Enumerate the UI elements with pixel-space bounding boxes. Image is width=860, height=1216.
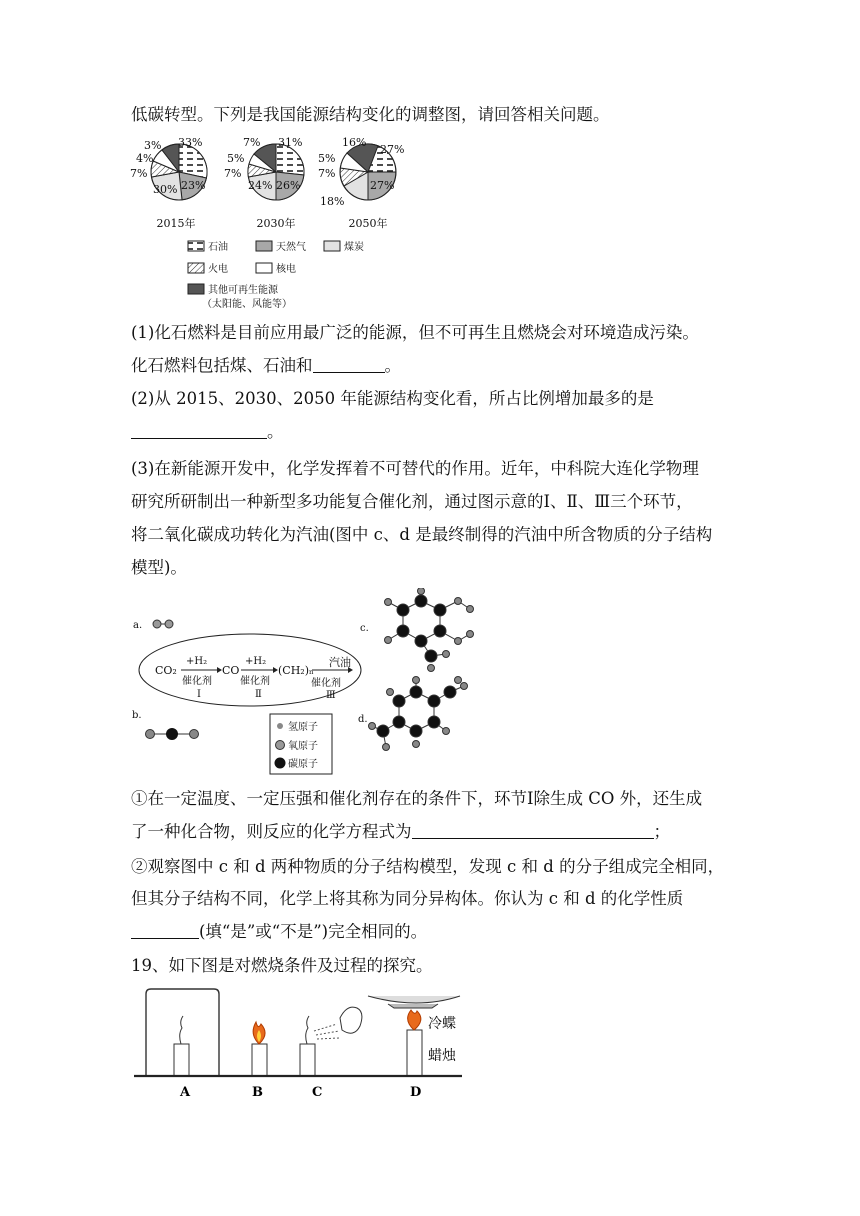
step-label: Ⅰ xyxy=(197,689,201,700)
pie-label: 23% xyxy=(181,179,206,192)
candle-figure xyxy=(132,986,462,1106)
label-d: d. xyxy=(358,714,368,725)
s1-line1: ①在一定温度、一定压强和催化剂存在的条件下，环节Ⅰ除生成 CO 外，还生成 xyxy=(131,789,703,808)
label-a: a. xyxy=(133,620,143,631)
candle-b xyxy=(252,1022,267,1076)
legend-gas: 天然气 xyxy=(276,242,306,253)
pie-label: 33% xyxy=(178,136,203,149)
pie-2050 xyxy=(318,136,404,230)
cold-plate-label: 冷蝶 xyxy=(428,1016,456,1032)
pie-label: 3% xyxy=(144,139,162,152)
h2-label: +H₂ xyxy=(245,656,267,667)
s1-text: 了一种化合物，则反应的化学方程式为 xyxy=(131,822,412,841)
candle-c xyxy=(300,1007,362,1076)
pie-label: 31% xyxy=(278,136,303,149)
molecule-a xyxy=(153,620,173,628)
q1-line2 xyxy=(131,355,401,377)
step-label: Ⅱ xyxy=(255,689,262,700)
legend-oil: 石油 xyxy=(208,242,228,253)
catalyst-figure xyxy=(128,588,478,780)
s2-line2: 但其分子结构不同，化学上将其称为同分异构体。你认为 c 和 d 的化学性质 xyxy=(131,889,684,908)
pie-label: 5% xyxy=(318,152,336,165)
step-label: Ⅲ xyxy=(326,690,336,701)
q2-line1: (2)从 2015、2030、2050 年能源结构变化看，所占比例增加最多的是 xyxy=(131,389,654,408)
pie-label: 5% xyxy=(227,152,245,165)
legend-oxygen: 氧原子 xyxy=(288,741,318,752)
s1-end: ； xyxy=(653,822,670,841)
intro-text: 低碳转型。下列是我国能源结构变化的调整图，请回答相关问题。 xyxy=(131,105,610,124)
co2-label: CO₂ xyxy=(155,664,177,677)
ch2n-label: (CH₂)ₙ xyxy=(278,664,314,677)
energy-legend xyxy=(188,240,364,310)
label-c: c. xyxy=(360,623,369,634)
legend-carbon: 碳原子 xyxy=(288,759,318,770)
q2-end: 。 xyxy=(267,422,284,441)
legend-hydrogen: 氢原子 xyxy=(288,722,318,733)
h2-label: +H₂ xyxy=(186,656,208,667)
molecule-b xyxy=(146,728,199,740)
q19-line: 19、如下图是对燃烧条件及过程的探究。 xyxy=(131,956,433,975)
pie-year: 2050年 xyxy=(348,217,388,230)
label-b: b. xyxy=(132,710,142,721)
pie-2015 xyxy=(130,136,207,230)
legend-renewable: 其他可再生能源 xyxy=(208,285,278,296)
label-B: B xyxy=(252,1085,263,1100)
pie-label: 7% xyxy=(243,136,261,149)
q2-line2 xyxy=(131,421,284,443)
q3-line2: 研究所研制出一种新型多功能复合催化剂，通过图示意的Ⅰ、Ⅱ、Ⅲ三个环节， xyxy=(131,492,693,511)
pie-label: 4% xyxy=(136,152,154,165)
pie-label: 27% xyxy=(380,143,405,156)
label-A: A xyxy=(180,1085,191,1100)
face-icon xyxy=(340,1007,362,1033)
pie-label: 27% xyxy=(370,179,395,192)
pie-label: 24% xyxy=(248,179,273,192)
pie-label: 7% xyxy=(130,167,148,180)
legend-coal: 煤炭 xyxy=(344,242,364,253)
pie-label: 30% xyxy=(153,183,178,196)
s1-line2 xyxy=(131,821,670,843)
q1-end: 。 xyxy=(384,356,401,375)
s2-end-text: (填“是”或“不是”)完全相同的。 xyxy=(199,922,428,941)
pie-label: 16% xyxy=(342,136,367,149)
answer-blank[interactable] xyxy=(131,422,267,439)
label-D: D xyxy=(410,1085,422,1100)
co-label: CO xyxy=(222,664,240,677)
pie-label: 18% xyxy=(320,195,345,208)
q1-line1: (1)化石燃料是目前应用最广泛的能源，但不可再生且燃烧会对环境造成污染。 xyxy=(131,323,699,342)
pie-label: 7% xyxy=(224,167,242,180)
catalyst-label: 催化剂 xyxy=(240,676,270,687)
q3-line3: 将二氧化碳成功转化为汽油(图中 c、d 是最终制得的汽油中所含物质的分子结构 xyxy=(131,525,713,544)
pie-year: 2015年 xyxy=(156,217,196,230)
candle-a xyxy=(146,989,219,1076)
answer-blank[interactable] xyxy=(313,356,385,373)
pie-year: 2030年 xyxy=(256,217,296,230)
answer-blank[interactable] xyxy=(131,922,199,939)
catalyst-label: 催化剂 xyxy=(311,678,341,689)
candle-label: 蜡烛 xyxy=(428,1048,456,1064)
q3-line1: (3)在新能源开发中，化学发挥着不可替代的作用。近年，中科院大连化学物理 xyxy=(131,459,699,478)
q1-text: 化石燃料包括煤、石油和 xyxy=(131,356,313,375)
pie-2030 xyxy=(224,136,304,230)
pie-label: 26% xyxy=(276,179,301,192)
legend-nuclear: 核电 xyxy=(276,264,296,275)
flame-icon xyxy=(408,1010,421,1030)
s2-line1: ②观察图中 c 和 d 两种物质的分子结构模型，发现 c 和 d 的分子组成完全相同， xyxy=(131,857,725,876)
molecule-d xyxy=(369,677,468,751)
molecule-c xyxy=(385,588,474,672)
gasoline-label: 汽油 xyxy=(329,656,351,669)
label-C: C xyxy=(312,1085,323,1100)
answer-blank[interactable] xyxy=(412,822,654,839)
q3-line4: 模型)。 xyxy=(131,558,187,577)
candle-d xyxy=(368,996,460,1076)
s2-line3 xyxy=(131,921,427,943)
legend-thermal: 火电 xyxy=(208,264,228,275)
pie-label: 7% xyxy=(318,167,336,180)
energy-structure-figure xyxy=(126,132,416,314)
catalyst-label: 催化剂 xyxy=(182,676,212,687)
legend-renewable-note: （太阳能、风能等） xyxy=(202,299,292,310)
